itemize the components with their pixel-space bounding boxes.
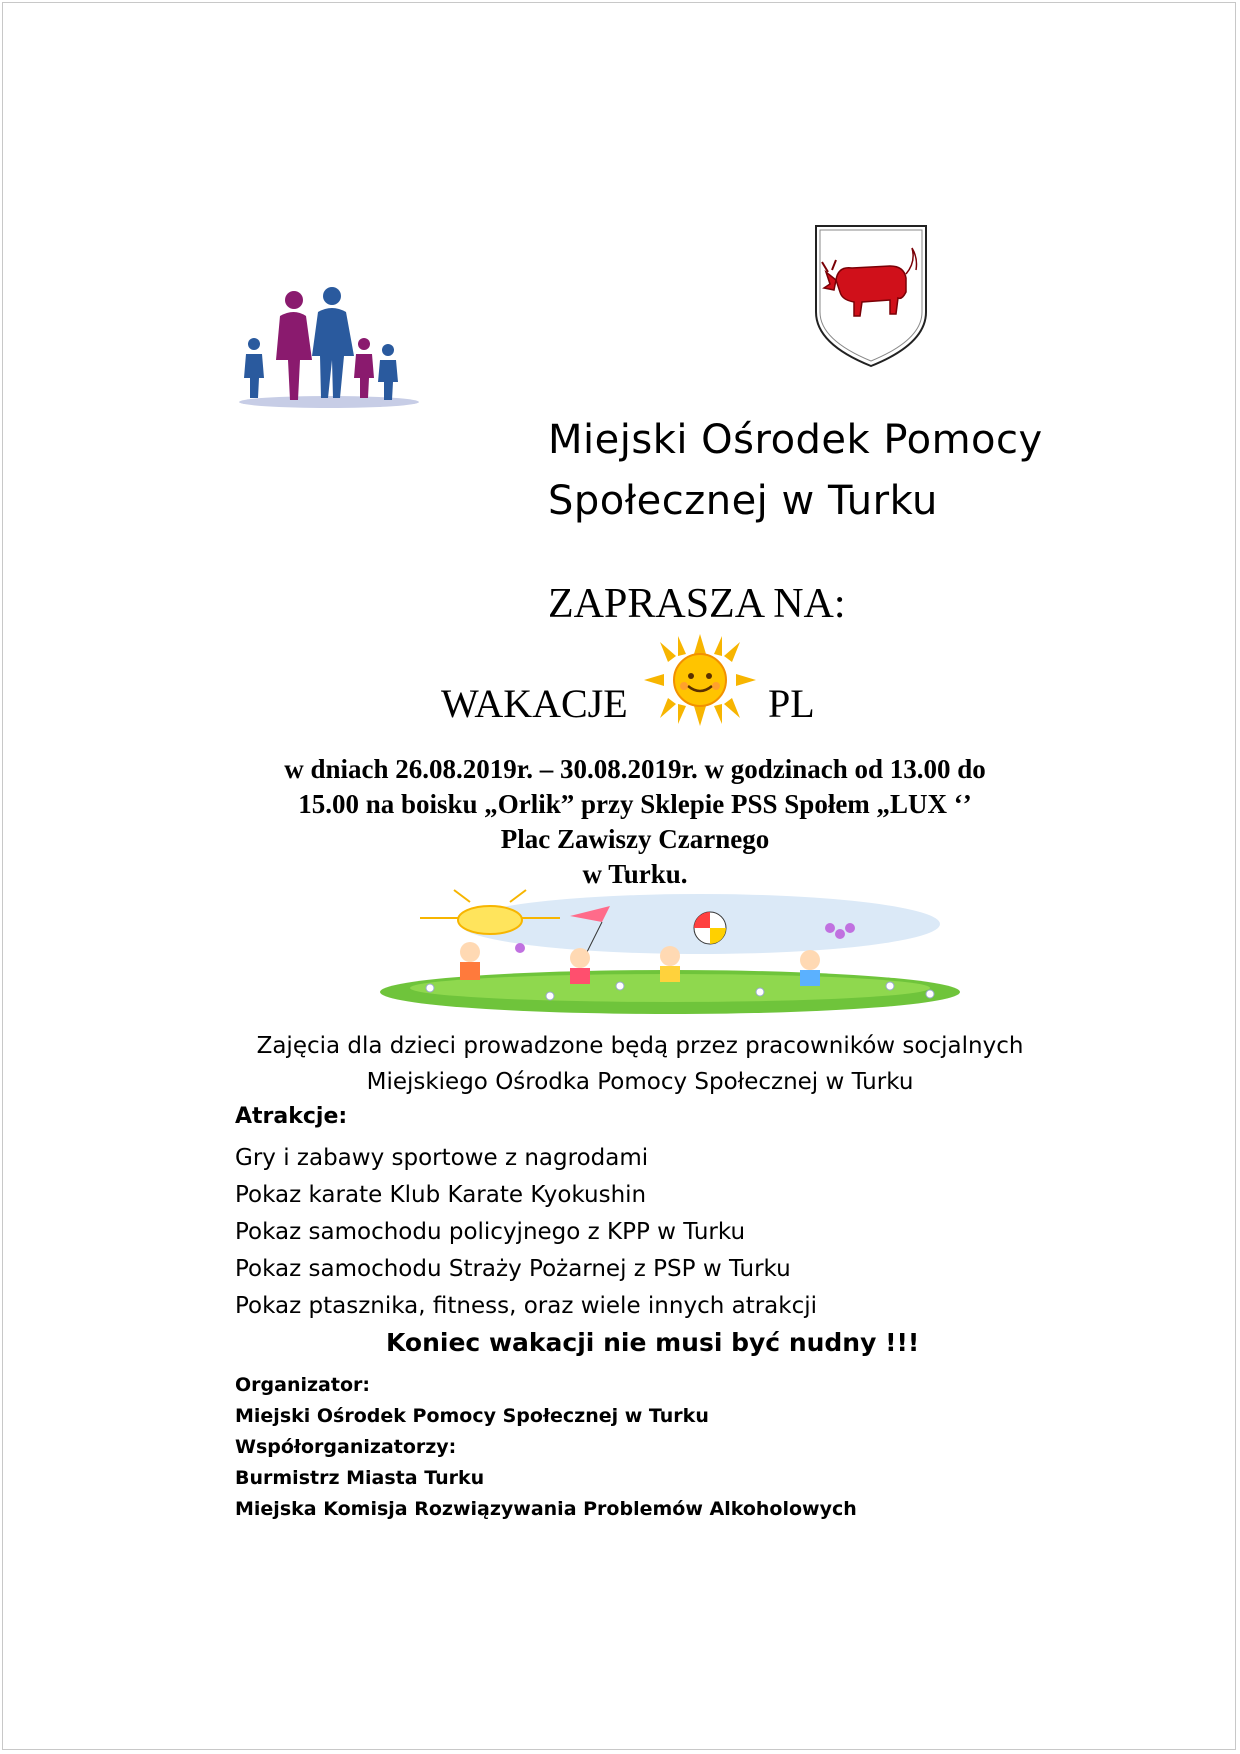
attractions-list [235,1140,817,1325]
co-organizer-name: Miejska Komisja Rozwiązywania Problemów Alkoholowych [235,1498,857,1520]
organizer-label: Organizator: [235,1374,370,1396]
event-details-line: 15.00 na boisku „Orlik” przy Sklepie PSS Społem „LUX ‘’ [298,789,972,819]
organizer-name: Miejski Ośrodek Pomocy Społecznej w Turku [235,1405,709,1427]
attraction-item: Pokaz karate Klub Karate Kyokushin [235,1182,647,1208]
organizers-section [235,1370,857,1525]
attraction-item: Pokaz samochodu Straży Pożarnej z PSP w Turku [235,1256,791,1282]
event-details-line: Plac Zawiszy Czarnego [500,824,770,854]
activities-description-line: Miejskiego Ośrodka Pomocy Społecznej w Turku [366,1069,914,1095]
event-name-right: PL [768,681,815,726]
event-name-left: WAKACJE [441,681,628,726]
attraction-item: Pokaz ptasznika, fitness, oraz wiele innych atrakcji [235,1293,818,1319]
kids-playing-illustration [370,888,970,1020]
event-details-line: w Turku. [582,859,688,889]
co-organizer-name: Burmistrz Miasta Turku [235,1467,485,1489]
slogan: Koniec wakacji nie musi być nudny !!! [386,1328,920,1357]
activities-description-line: Zajęcia dla dzieci prowadzone będą przez pracowników socjalnych [256,1033,1024,1059]
attractions-heading: Atrakcje: [235,1104,348,1129]
attraction-item: Pokaz samochodu policyjnego z KPP w Turku [235,1219,746,1245]
bull-coat-of-arms-icon [812,222,930,370]
organization-title-line2: Społecznej w Turku [548,478,938,524]
event-details-line: w dniach 26.08.2019r. – 30.08.2019r. w godzinach od 13.00 do [284,754,986,784]
attraction-item: Gry i zabawy sportowe z nagrodami [235,1145,649,1171]
invite-heading: ZAPRASZA NA: [548,581,846,627]
sun-icon [640,632,760,728]
co-organizers-label: Współorganizatorzy: [235,1436,457,1458]
family-icon [236,282,422,412]
activities-description [230,1028,1050,1100]
organization-title-line1: Miejski Ośrodek Pomocy [548,417,1043,463]
event-details [240,752,1030,892]
